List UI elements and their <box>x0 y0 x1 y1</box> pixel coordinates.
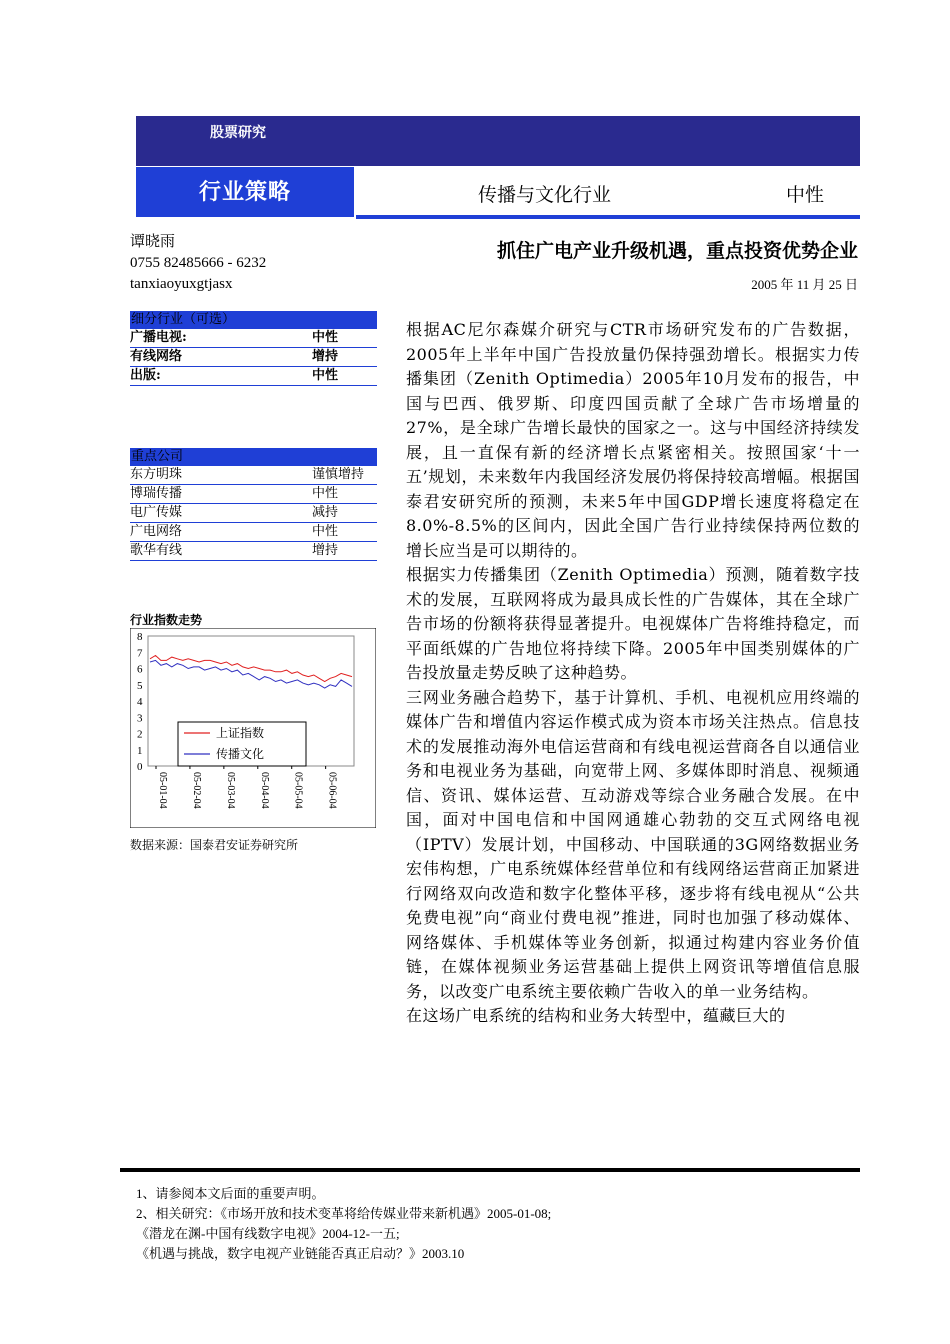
chart-source: 数据来源：国泰君安证券研究所 <box>130 838 299 852</box>
x-tick-label: 05-04-04 <box>258 772 270 809</box>
paragraph: 根据实力传播集团（Zenith Optimedia）预测，随着数字技术的发展，互联网将成为最具成长性的广告媒体，其在全球广告市场的份额将获得显著提升。电视媒体广告将维持稳定，而平面纸媒的广告地位将持续下降。2005年中国类别媒体的广告投放量走势反映了这种趋势。 <box>406 565 860 682</box>
x-tick-label: 05-06-04 <box>326 772 338 809</box>
author-name: 谭晓雨 <box>130 234 176 250</box>
paragraph: 三网业务融合趋势下，基于计算机、手机、电视机应用终端的媒体广告和增值内容运作模式成为资本市场关注热点。信息技术的发展推动海外电信运营商和有线电视运营商各自以通信业务和电视业务为基础，向宽带上网、多媒体即时消息、视频通信、资讯、媒体运营、互动游戏等综合业务融合发展。在中国，面对中国电信和中国网通雄心勃勃的交互式网络电视（IPTV）发展计划，中国移动、中国联通的3G网络数据业务宏伟构想，广电系统媒体经营单位和有线网络运营商正加紧进行网络双向改造和数字化整体平移，逐步将有线电视从“公共免费电视”向“商业付费电视”推进，同时也加强了移动媒体、网络媒体、手机媒体等业务创新，拟通过构建内容业务价值链，在媒体视频业务运营基础上提供上网资讯等增值信息服务，以改变广电系统主要依赖广告收入的单一业务结构。 <box>406 687 860 1001</box>
table-row <box>130 329 377 348</box>
author-phone: 0755 82485666 - 6232 <box>130 255 267 271</box>
sub-industry-name: 出版: <box>130 367 312 386</box>
company-rating: 中性 <box>312 485 377 504</box>
y-tick-label: 0 <box>137 761 143 773</box>
company-name: 电广传媒 <box>130 504 312 523</box>
sub-industry-rating: 增持 <box>312 348 377 367</box>
key-companies-table <box>130 448 377 561</box>
sub-industry-table <box>130 311 377 386</box>
footnotes <box>136 1184 551 1264</box>
company-name: 歌华有线 <box>130 542 312 561</box>
legend-label-media: 传播文化 <box>216 747 265 761</box>
paragraph: 根据AC尼尔森媒介研究与CTR市场研究发布的广告数据，2005年上半年中国广告投放量仍保持强劲增长。根据实力传播集团（Zenith Optimedia）2005年10月发布的报告，中国与巴西、俄罗斯、印度四国贡献了全球广告市场增量的27%，是全球广告增长最快的国家之一。这与中国经济持续发展，且一直保有新的经济增长点紧密相关。按照国家‘十一五’规划，未来数年内我国经济发展仍将保持较高增幅。根据国泰君安研究所的预测，未来5年中国GDP增长速度将稳定在8.0%-8.5%的区间内，因此全国广告行业持续保持两位数的增长应当是可以期待的。 <box>406 320 860 560</box>
company-name: 东方明珠 <box>130 466 312 485</box>
sub-industry-name: 有线网络 <box>130 348 312 367</box>
x-tick-label: 05-03-04 <box>224 772 236 809</box>
category-label: 行业策略 <box>198 179 291 205</box>
sub-industry-rating: 中性 <box>312 329 377 348</box>
footnote: 1、请参阅本文后面的重要声明。 <box>136 1186 325 1201</box>
table-row <box>130 542 377 561</box>
y-tick-label: 8 <box>137 631 143 643</box>
y-tick-label: 6 <box>137 663 143 676</box>
y-tick-label: 2 <box>137 728 143 741</box>
footnote: 2、相关研究：《市场开放和技术变革将给传媒业带来新机遇》2005-01-08; <box>136 1206 552 1221</box>
company-rating: 减持 <box>312 504 377 523</box>
y-tick-label: 5 <box>137 679 143 692</box>
footer-rule <box>120 1168 860 1172</box>
footnote: 《机遇与挑战，数字电视产业链能否真正启动？》2003.10 <box>136 1246 465 1261</box>
report-date: 2005 年 11 月 25 日 <box>751 277 858 292</box>
company-rating: 中性 <box>312 523 377 542</box>
sector-label: 传播与文化行业 <box>478 184 612 206</box>
table-row <box>130 348 377 367</box>
sub-industry-name: 广播电视: <box>130 329 312 348</box>
author-email: tanxiaoyuxgtjasx <box>130 276 233 292</box>
company-rating: 谨慎增持 <box>312 466 377 485</box>
header-rule <box>356 215 860 219</box>
y-tick-label: 3 <box>137 712 143 725</box>
company-name: 博瑞传播 <box>130 485 312 504</box>
paragraph: 在这场广电系统的结构和业务大转型中，蕴藏巨大的 <box>406 1006 786 1025</box>
body-text <box>406 318 860 1029</box>
author-block <box>130 232 266 295</box>
key-companies-header: 重点公司 <box>130 448 377 466</box>
y-tick-label: 4 <box>137 696 143 708</box>
sub-industry-header: 细分行业（可选） <box>130 311 377 329</box>
table-row <box>130 523 377 542</box>
sector-rating: 中性 <box>786 184 825 206</box>
x-tick-label: 05-02-04 <box>190 772 202 809</box>
footnote: 《潜龙在渊-中国有线数字电视》2004-12-一五; <box>136 1226 400 1241</box>
table-row <box>130 466 377 485</box>
y-tick-label: 1 <box>137 744 143 757</box>
report-title: 抓住广电产业升级机遇，重点投资优势企业 <box>496 240 858 262</box>
table-row <box>130 485 377 504</box>
table-row <box>130 367 377 386</box>
company-rating: 增持 <box>312 542 377 561</box>
report-type-label: 股票研究 <box>210 125 266 141</box>
index-trend-chart <box>130 628 376 828</box>
legend-label-shanghai: 上证指数 <box>216 726 265 740</box>
x-tick-label: 05-05-04 <box>292 772 304 809</box>
y-tick-label: 7 <box>137 647 143 660</box>
company-name: 广电网络 <box>130 523 312 542</box>
sub-industry-rating: 中性 <box>312 367 377 386</box>
table-row <box>130 504 377 523</box>
x-tick-label: 05-01-04 <box>157 772 168 809</box>
chart-title: 行业指数走势 <box>130 613 203 627</box>
